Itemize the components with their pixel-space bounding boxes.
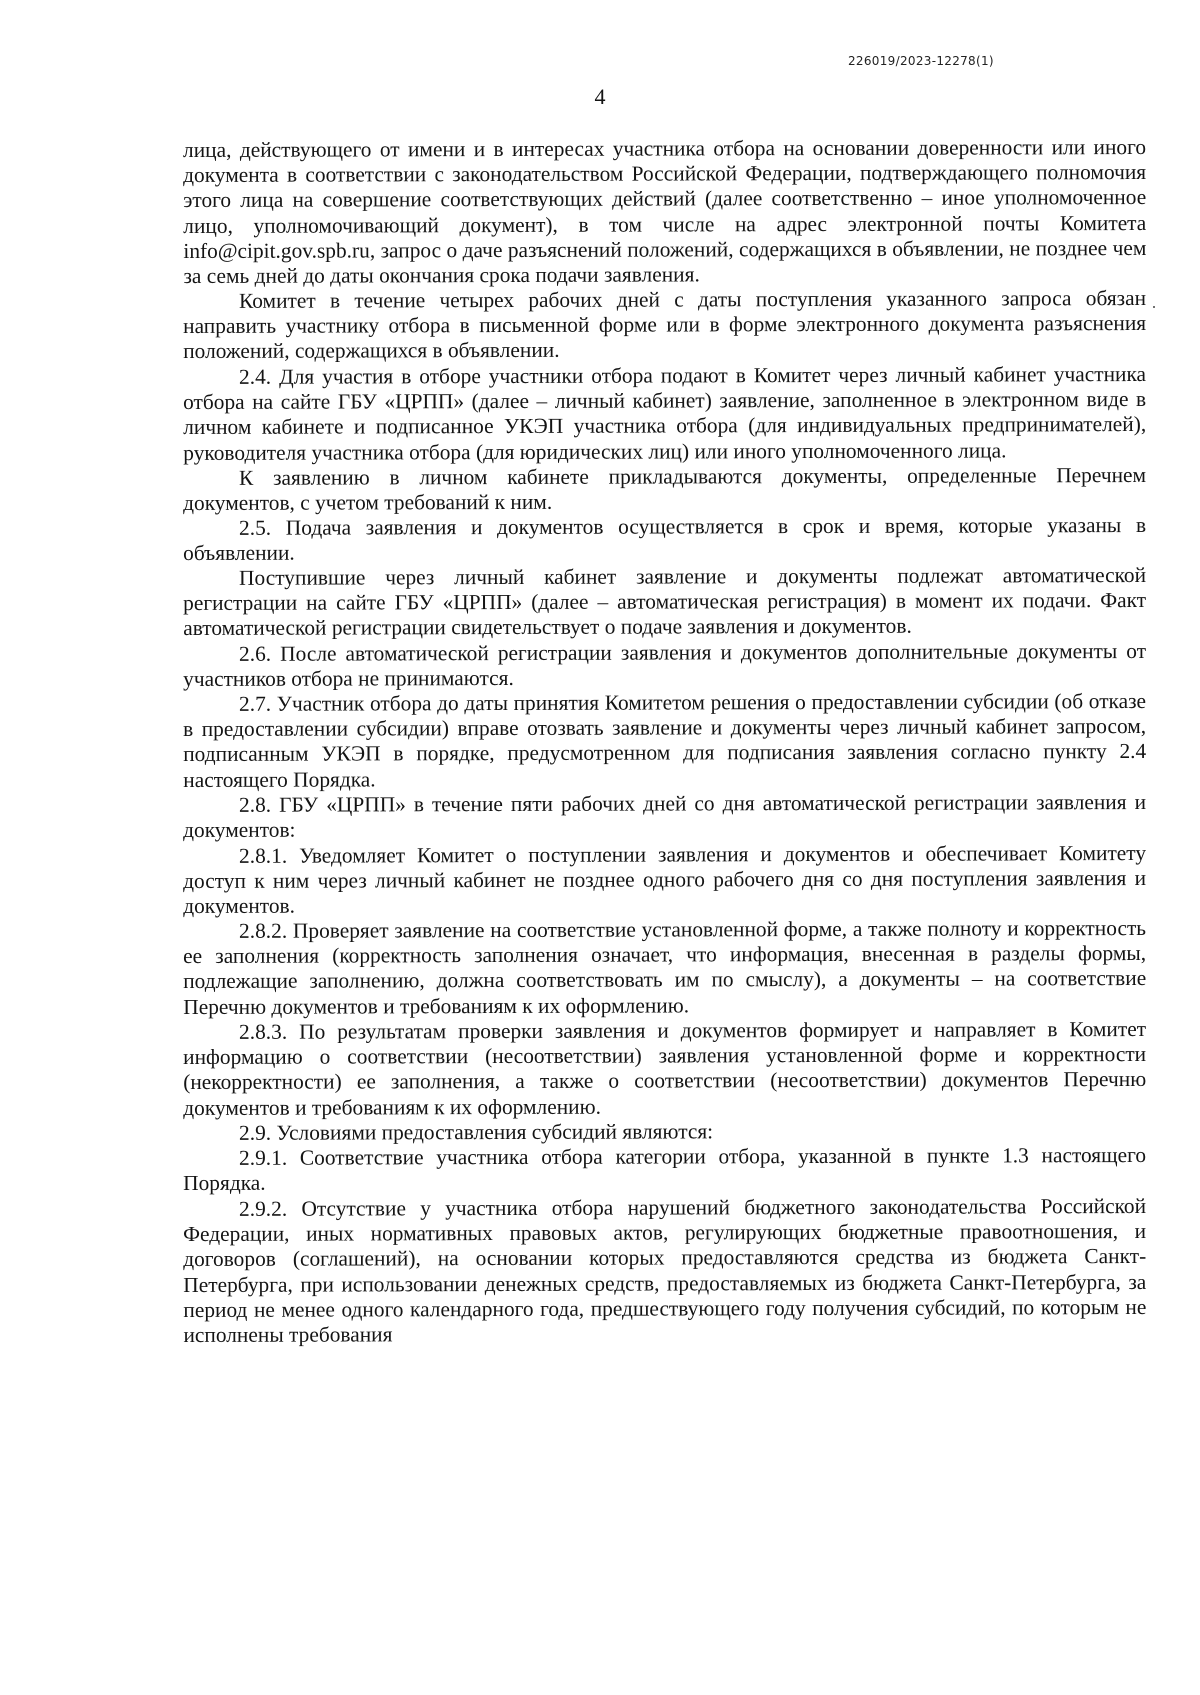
scan-speck bbox=[1153, 306, 1155, 308]
paragraph-committee-reply: Комитет в течение четырех рабочих дней с даты поступления указанного запроса обязан направить участнику отбора в письменной форме или в форме электронного документа разъяснения положений, содержащихся в объявлении. bbox=[183, 286, 1147, 364]
paragraph-2-8: 2.8. ГБУ «ЦРПП» в течение пяти рабочих дней со дня автоматической регистрации заявления и документов: bbox=[183, 790, 1147, 843]
paragraph-2-4: 2.4. Для участия в отборе участники отбора подают в Комитет через личный кабинет участника отбора на сайте ГБУ «ЦРПП» (далее – личный кабинет) заявление, заполненное в электронном виде в личном кабинете и подписанное УКЭП участника отбора (для индивидуальных предпринимателей), руководителя участника отбора (для юридических лиц) или иного уполномоченного лица. bbox=[183, 361, 1147, 465]
paragraph-2-8-3: 2.8.3. По результатам проверки заявления и документов формирует и направляет в Комитет информацию о соответствии (несоответствии) заявления установленной форме и корректности (некорректности) ее заполнения, а также о соответствии (несоответствии) документов Перечню документов и требованиям к их оформлению. bbox=[183, 1017, 1147, 1120]
paragraph-2-9: 2.9. Условиями предоставления субсидий являются: bbox=[238, 1119, 714, 1145]
paragraph-2-8-1: 2.8.1. Уведомляет Комитет о поступлении заявления и документов и обеспечивает Комитету доступ к ним через личный кабинет не позднее одного рабочего дня со дня поступления заявления и документов. bbox=[183, 840, 1147, 919]
paragraph-2-7: 2.7. Участник отбора до даты принятия Комитетом решения о предоставлении субсидии (об отказе в предоставлении субсидии) вправе отозвать заявление и документы через личный кабинет запросом, подписанным УКЭП в порядке, предусмотренном для подписания заявления согласно пункту 2.4 настоящего Порядка. bbox=[183, 689, 1147, 793]
paragraph-2-9-2: 2.9.2. Отсутствие у участника отбора нарушений бюджетного законодательства Российской Федерации, иных нормативных правовых актов, регулирующих бюджетные правоотношения, и договоров (соглашений), на основании которых предоставляются средства из бюджета Санкт-Петербурга, при использовании денежных средств, предоставляемых из бюджета Санкт-Петербурга, за период не менее одного календарного года, предшествующего году получения субсидий, по которым не исполнены требования bbox=[183, 1193, 1147, 1347]
paragraph-continuation: лица, действующего от имени и в интересах участника отбора на основании доверенности или иного документа в соответствии с законодательством Российской Федерации, подтверждающего полномочия этого лица на совершение соответствующих действий (далее соответственно – иное уполномоченное лицо, уполномочивающий документ), в том числе на адрес электронной почты Комитета info@cipit.gov.spb.ru, запрос о даче разъяснений положений, содержащихся в объявлении, не позднее чем за семь дней до даты окончания срока подачи заявления. bbox=[183, 134, 1147, 289]
paragraph-2-9-1: 2.9.1. Соответствие участника отбора категории отбора, указанной в пункте 1.3 настоящего Порядка. bbox=[183, 1143, 1147, 1196]
document-registration-number: 226019/2023-12278(1) bbox=[848, 54, 994, 68]
paragraph-2-6: 2.6. После автоматической регистрации заявления и документов дополнительные документы от участников отбора не принимаются. bbox=[183, 639, 1147, 692]
paragraph-2-5: 2.5. Подача заявления и документов осуществляется в срок и время, которые указаны в объявлении. bbox=[183, 513, 1147, 566]
paragraph-auto-registration: Поступившие через личный кабинет заявление и документы подлежат автоматической регистрации на сайте ГБУ «ЦРПП» (далее – автоматическая регистрация) в момент их подачи. Факт автоматической регистрации свидетельствует о подаче заявления и документов. bbox=[183, 563, 1147, 641]
paragraph-attachments: К заявлению в личном кабинете прикладываются документы, определенные Перечнем документов, с учетом требований к ним. bbox=[183, 462, 1147, 515]
paragraph-2-8-2: 2.8.2. Проверяет заявление на соответствие установленной форме, а также полноту и корректность ее заполнения (корректность заполнения означает, что информация, внесенная в разделы формы, подлежащие заполнению, должна соответствовать им по смыслу), а документы – на соответствие Перечню документов и требованиям к их оформлению. bbox=[183, 916, 1147, 1019]
document-body bbox=[183, 134, 1147, 1348]
page-number: 4 bbox=[594, 84, 606, 109]
